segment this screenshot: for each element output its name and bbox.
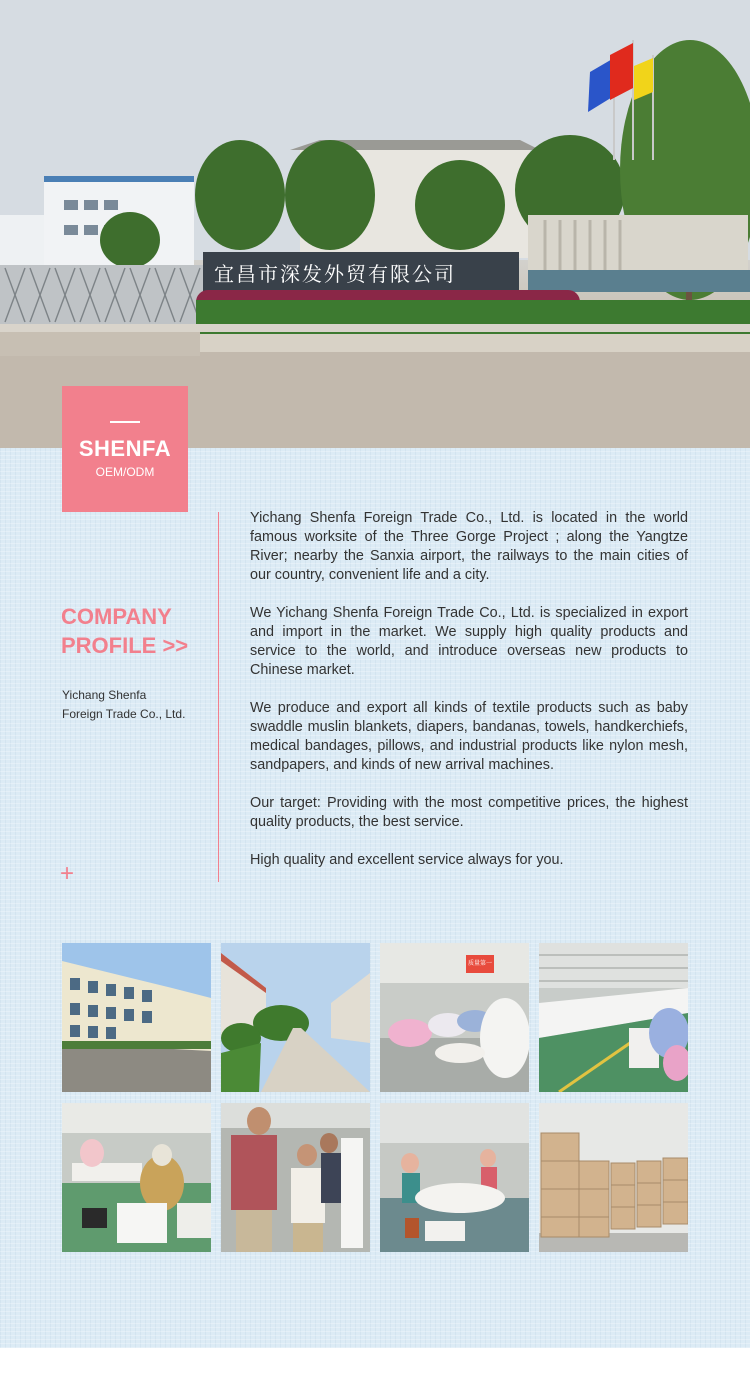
- company-name: [62, 686, 212, 724]
- brand-subtitle: OEM/ODM: [95, 465, 155, 479]
- description-paragraph: We Yichang Shenfa Foreign Trade Co., Ltd. is specialized in export and import in the market. We supply high quality products and service to the world, and introduce overseas new products to Chinese market.: [250, 605, 688, 678]
- workshop-textiles-photo: [380, 943, 529, 1092]
- packing-workers-photo: [380, 1103, 529, 1252]
- factory-sign-text: 宜昌市深发外贸有限公司: [214, 262, 456, 286]
- footer-spacer: [0, 1348, 750, 1390]
- inspection-team-photo: [221, 1103, 370, 1252]
- description-paragraph: Yichang Shenfa Foreign Trade Co., Ltd. is located in the world famous worksite of the Three Gorge Project ; along the Yangtze River; nearby the Sanxia airport, the railways to the main cities of our country, convenient life and a city.: [250, 510, 688, 583]
- hero-factory-photo: [0, 0, 750, 448]
- sewing-workers-photo: [62, 1103, 211, 1252]
- badge-divider: [110, 421, 140, 423]
- factory-gate-illustration: [0, 0, 750, 448]
- production-line-photo: [539, 943, 688, 1092]
- description-paragraph: High quality and excellent service always for you.: [250, 852, 564, 868]
- section-title-line1: COMPANY: [61, 604, 172, 629]
- company-name-line2: Foreign Trade Co., Ltd.: [62, 707, 186, 721]
- company-description: [250, 509, 688, 889]
- warehouse-cartons-photo: [539, 1103, 688, 1252]
- section-title: [61, 602, 188, 660]
- brand-name: SHENFA: [78, 436, 172, 461]
- company-name-line1: Yichang Shenfa: [62, 688, 147, 702]
- office-building-photo: [62, 943, 211, 1092]
- description-paragraph: Our target: Providing with the most competitive prices, the highest quality products, the best service.: [250, 795, 688, 830]
- workshop-sign-text: 质量第一: [467, 960, 492, 967]
- factory-road-photo: [221, 943, 370, 1092]
- section-title-line2: PROFILE >>: [61, 633, 189, 658]
- brand-badge: [62, 386, 188, 512]
- plus-icon: +: [60, 860, 75, 887]
- description-paragraph: We produce and export all kinds of textile products such as baby swaddle muslin blankets, diapers, bandanas, towels, handkerchiefs, medical bandages, pillows, and industrial products like nylon mesh, sandpapers, and kinds of new arrival machines.: [250, 700, 688, 773]
- vertical-divider: [218, 512, 219, 882]
